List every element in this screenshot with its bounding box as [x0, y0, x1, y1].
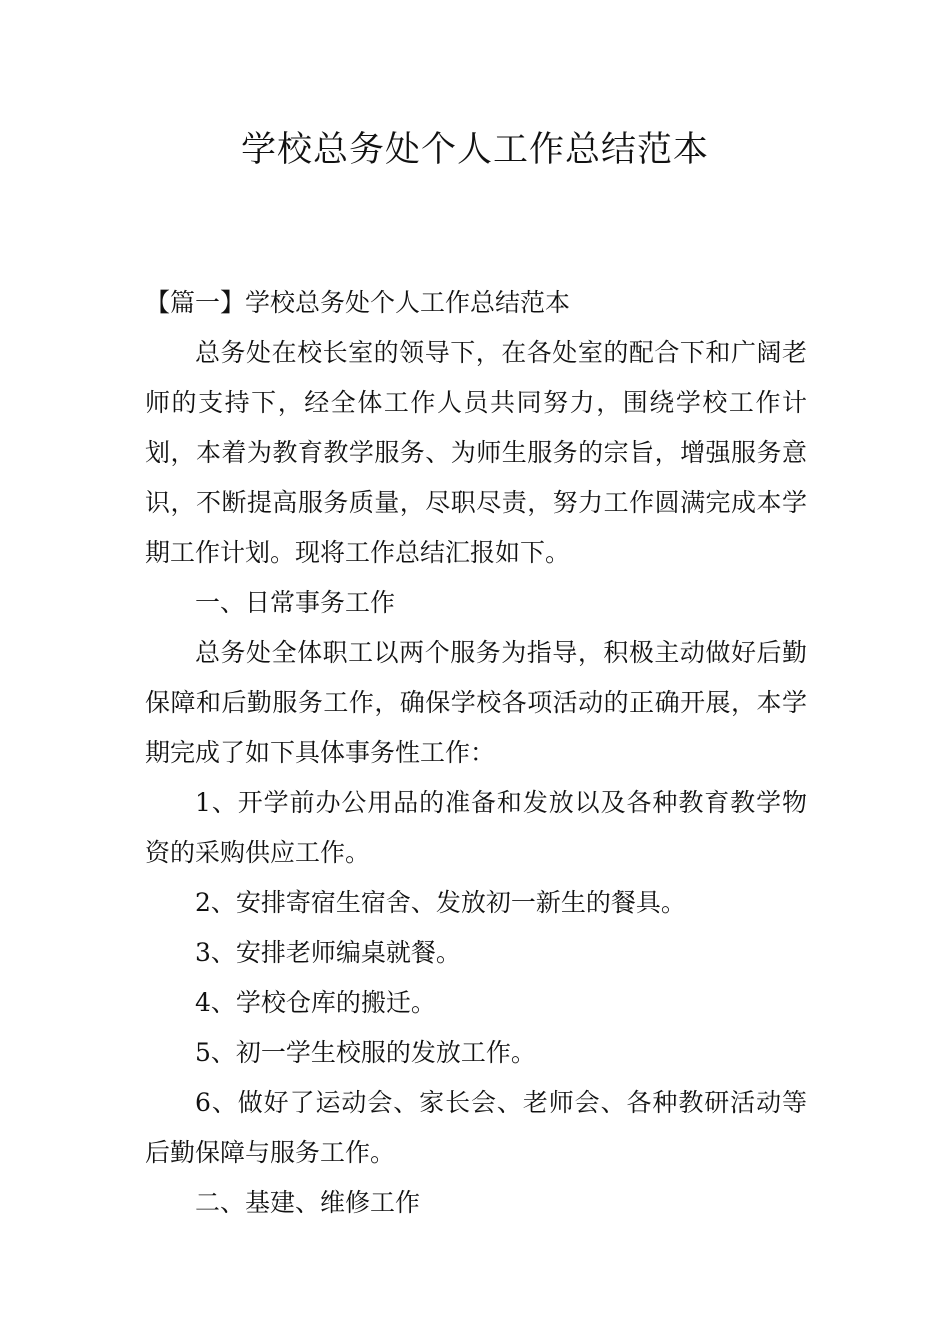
list-item-2: 2、安排寄宿生宿舍、发放初一新生的餐具。 — [195, 888, 686, 917]
paragraph-intro: 总务处在校长室的领导下，在各处室的配合下和广阔老师的支持下，经全体工作人员共同努力，围绕学校工作计划，本着为教育教学服务、为师生服务的宗旨，增强服务意识，不断提高服务质量，尽职尽责，努力工作圆满完成本学期工作计划。现将工作总结汇报如下。 — [145, 338, 807, 567]
section-heading-construction: 二、基建、维修工作 — [195, 1188, 421, 1217]
document-body — [145, 278, 807, 1228]
paragraph-daily-affairs: 总务处全体职工以两个服务为指导，积极主动做好后勤保障和后勤服务工作，确保学校各项活动的正确开展，本学期完成了如下具体事务性工作： — [145, 638, 807, 767]
section-heading-part-one: 【篇一】学校总务处个人工作总结范本 — [145, 288, 571, 317]
list-item-6: 6、做好了运动会、家长会、老师会、各种教研活动等后勤保障与服务工作。 — [145, 1088, 807, 1167]
list-item-1: 1、开学前办公用品的准备和发放以及各种教育教学物资的采购供应工作。 — [145, 788, 807, 867]
list-item-5: 5、初一学生校服的发放工作。 — [195, 1038, 536, 1067]
document-title: 学校总务处个人工作总结范本 — [240, 130, 709, 170]
list-item-4: 4、学校仓库的搬迁。 — [195, 988, 436, 1017]
section-heading-daily-affairs: 一、日常事务工作 — [195, 588, 396, 617]
list-item-3: 3、安排老师编桌就餐。 — [195, 938, 461, 967]
